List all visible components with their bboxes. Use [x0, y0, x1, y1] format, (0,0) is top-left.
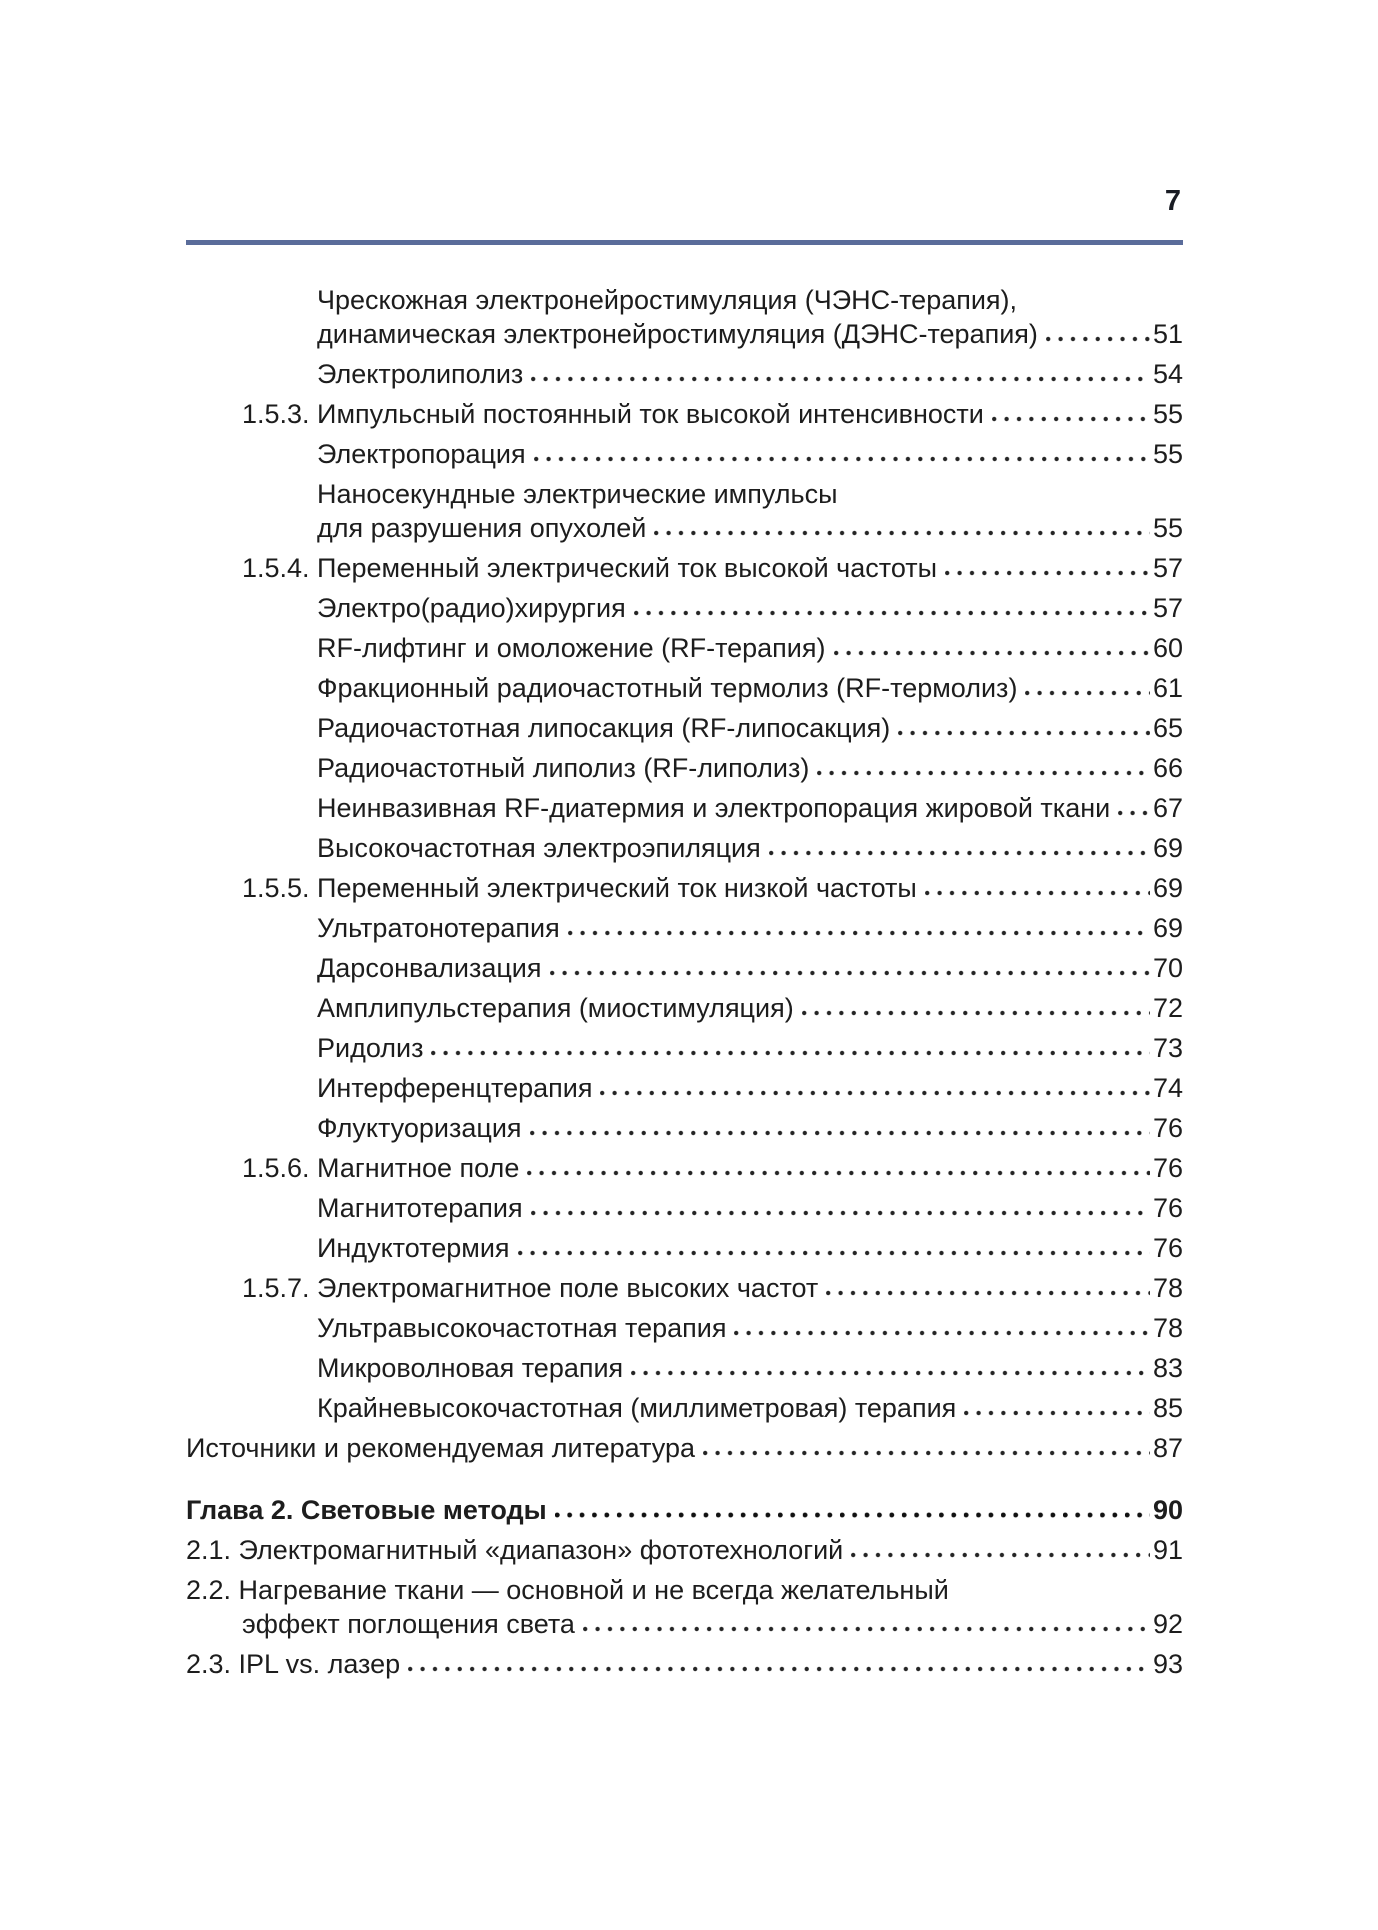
toc-entry: [317, 591, 1183, 625]
toc-entry-text: Фракционный радиочастотный термолиз (RF-термолиз): [317, 673, 1018, 703]
toc-entry-text: Глава 2. Световые методы: [186, 1495, 547, 1525]
dot-leader: [568, 929, 1150, 937]
toc-entry: [317, 1071, 1183, 1105]
toc-line: [186, 1431, 1183, 1465]
toc-line: [317, 791, 1183, 825]
toc-entry-text: Микроволновая терапия: [317, 1353, 624, 1383]
toc-entry-text: Источники и рекомендуемая литература: [186, 1433, 696, 1463]
toc-line: [317, 477, 1183, 511]
toc-entry: [186, 1573, 1183, 1641]
toc-line: [317, 1391, 1183, 1425]
toc-line: [317, 317, 1183, 351]
toc-page-number: 90: [1152, 1495, 1183, 1525]
toc-line: [317, 1071, 1183, 1105]
toc-entry: [317, 357, 1183, 391]
toc-line: [317, 751, 1183, 785]
toc-entry: [317, 751, 1183, 785]
page-number: 7: [1164, 185, 1181, 217]
toc-line: [317, 1191, 1183, 1225]
toc-line: [317, 437, 1183, 471]
toc-entry: [242, 551, 1183, 585]
toc-page-number: 93: [1152, 1649, 1183, 1679]
toc-page-number: 69: [1152, 833, 1183, 863]
dot-leader: [408, 1665, 1150, 1673]
toc-page-number: 55: [1152, 399, 1183, 429]
toc-page-number: 66: [1152, 753, 1183, 783]
toc-entry-text: для разрушения опухолей: [317, 513, 647, 543]
toc-entry: [317, 831, 1183, 865]
dot-leader: [600, 1089, 1149, 1097]
toc-line: [317, 831, 1183, 865]
toc-entry-text: Радиочастотная липосакция (RF-липосакция): [317, 713, 891, 743]
toc-page-number: 87: [1152, 1433, 1183, 1463]
toc-entry-text: Неинвазивная RF-диатермия и электропорация жировой ткани: [317, 793, 1111, 823]
toc-line: [317, 1111, 1183, 1145]
toc-line: [242, 871, 1183, 905]
toc-entry-text: Чрескожная электронейростимуляция (ЧЭНС-терапия),: [317, 285, 1018, 315]
dot-leader: [925, 889, 1150, 897]
toc-page-number: 76: [1152, 1113, 1183, 1143]
toc-line: [317, 991, 1183, 1025]
toc-entry-text: Наносекундные электрические импульсы: [317, 479, 838, 509]
dot-leader: [834, 649, 1150, 657]
toc-entry-text: Индуктотермия: [317, 1233, 510, 1263]
toc-entry: [317, 911, 1183, 945]
toc-page-number: 91: [1152, 1535, 1183, 1565]
toc-entry-text: Электролиполиз: [317, 359, 524, 389]
dot-leader: [851, 1551, 1150, 1559]
page-content: [186, 185, 1183, 1687]
toc-page-number: 78: [1152, 1273, 1183, 1303]
toc-entry-text: Дарсонвализация: [317, 953, 542, 983]
toc-page-number: 74: [1152, 1073, 1183, 1103]
toc-entry-text: 1.5.7. Электромагнитное поле высоких частот: [242, 1273, 819, 1303]
toc-entry: [317, 1031, 1183, 1065]
toc-entry-text: Электропорация: [317, 439, 526, 469]
toc-line: [317, 1231, 1183, 1265]
toc-entry-text: Интерференцтерапия: [317, 1073, 593, 1103]
toc-entry-text: Ультравысокочастотная терапия: [317, 1313, 727, 1343]
dot-leader: [1025, 689, 1150, 697]
toc-line: [317, 511, 1183, 545]
toc-line: [242, 1151, 1183, 1185]
toc-line: [317, 1311, 1183, 1345]
dot-leader: [518, 1249, 1150, 1257]
toc-line: [317, 283, 1183, 317]
dot-leader: [1046, 335, 1150, 343]
toc-page-number: 67: [1152, 793, 1183, 823]
toc-line: [317, 357, 1183, 391]
toc-line: [317, 631, 1183, 665]
toc-entry: [186, 1533, 1183, 1567]
toc-line: [317, 1351, 1183, 1385]
toc-entry: [317, 1111, 1183, 1145]
toc-page-number: 55: [1152, 513, 1183, 543]
toc-entry-text: 2.3. IPL vs. лазер: [186, 1649, 401, 1679]
toc-page-number: 73: [1152, 1033, 1183, 1063]
toc-entry-text: RF-лифтинг и омоложение (RF-терапия): [317, 633, 826, 663]
toc-page-number: 57: [1152, 553, 1183, 583]
toc-line: [317, 911, 1183, 945]
toc-page-number: 54: [1152, 359, 1183, 389]
toc-page-number: 61: [1152, 673, 1183, 703]
toc-page-number: 55: [1152, 439, 1183, 469]
toc-page-number: 78: [1152, 1313, 1183, 1343]
toc-entry-text: 2.2. Нагревание ткани — основной и не всегда желательный: [186, 1575, 949, 1605]
toc-line: [242, 397, 1183, 431]
toc-entry-text: 1.5.3. Импульсный постоянный ток высокой интенсивности: [242, 399, 984, 429]
toc-entry-text: Ультратонотерапия: [317, 913, 560, 943]
dot-leader: [817, 769, 1150, 777]
toc-line: [317, 671, 1183, 705]
toc-entry-text: 1.5.4. Переменный электрический ток высокой частоты: [242, 553, 938, 583]
toc-page-number: 60: [1152, 633, 1183, 663]
toc-line: [242, 1607, 1183, 1641]
toc-entry: [242, 871, 1183, 905]
dot-leader: [531, 375, 1150, 383]
toc-entry-text: Ридолиз: [317, 1033, 424, 1063]
toc-page-number: 83: [1152, 1353, 1183, 1383]
toc-entry-text: Радиочастотный липолиз (RF-липолиз): [317, 753, 810, 783]
toc-line: [317, 591, 1183, 625]
toc-entry-text: Электро(радио)хирургия: [317, 593, 626, 623]
toc-page-number: 65: [1152, 713, 1183, 743]
dot-leader: [654, 529, 1150, 537]
toc-entry: [317, 1391, 1183, 1425]
toc-line: [242, 551, 1183, 585]
dot-leader: [826, 1289, 1150, 1297]
toc-entry-text: 1.5.5. Переменный электрический ток низкой частоты: [242, 873, 917, 903]
toc-line: [186, 1533, 1183, 1567]
toc-entry: [317, 991, 1183, 1025]
toc-line: [186, 1647, 1183, 1681]
toc-entry-text: динамическая электронейростимуляция (ДЭНС-терапия): [317, 319, 1038, 349]
toc-line: [186, 1573, 1183, 1607]
dot-leader: [583, 1625, 1150, 1633]
toc-entry: [317, 1351, 1183, 1385]
toc-line: [317, 711, 1183, 745]
dot-leader: [531, 1209, 1150, 1217]
dot-leader: [802, 1009, 1150, 1017]
toc-entry: [186, 1647, 1183, 1681]
toc-entry: [317, 437, 1183, 471]
toc-entry: [317, 1191, 1183, 1225]
dot-leader: [992, 415, 1150, 423]
toc-entry-text: Высокочастотная электроэпиляция: [317, 833, 761, 863]
dot-leader: [534, 455, 1150, 463]
toc-page-number: 92: [1152, 1609, 1183, 1639]
toc-entry: [317, 1311, 1183, 1345]
header-rule: [186, 240, 1183, 245]
toc-page-number: 85: [1152, 1393, 1183, 1423]
toc-entry: [317, 1231, 1183, 1265]
toc-entry-text: Магнитотерапия: [317, 1193, 523, 1223]
toc-entry: [317, 283, 1183, 351]
toc-entry: [317, 671, 1183, 705]
toc-entry: [317, 791, 1183, 825]
toc-line: [186, 1493, 1183, 1527]
dot-leader: [555, 1511, 1150, 1519]
dot-leader: [769, 849, 1150, 857]
toc-page-number: 76: [1152, 1193, 1183, 1223]
toc-page-number: 70: [1152, 953, 1183, 983]
toc-page-number: 76: [1152, 1153, 1183, 1183]
toc-entry: [186, 1431, 1183, 1465]
toc-entry: [242, 1271, 1183, 1305]
table-of-contents: [186, 283, 1183, 1681]
dot-leader: [945, 569, 1150, 577]
toc-page-number: 69: [1152, 913, 1183, 943]
toc-entry-text: 1.5.6. Магнитное поле: [242, 1153, 520, 1183]
toc-entry: [242, 1151, 1183, 1185]
toc-page-number: 51: [1152, 319, 1183, 349]
toc-entry-text: Флуктуоризация: [317, 1113, 522, 1143]
toc-entry-text: Крайневысокочастотная (миллиметровая) терапия: [317, 1393, 957, 1423]
dot-leader: [898, 729, 1150, 737]
toc-line: [317, 1031, 1183, 1065]
toc-entry: [317, 951, 1183, 985]
dot-leader: [550, 969, 1150, 977]
dot-leader: [431, 1049, 1149, 1057]
toc-entry: [317, 631, 1183, 665]
toc-entry-text: 2.1. Электромагнитный «диапазон» фототехнологий: [186, 1535, 844, 1565]
toc-page-number: 69: [1152, 873, 1183, 903]
toc-page-number: 57: [1152, 593, 1183, 623]
dot-leader: [703, 1449, 1150, 1457]
dot-leader: [631, 1369, 1150, 1377]
toc-entry: [242, 397, 1183, 431]
dot-leader: [734, 1329, 1149, 1337]
toc-entry: [317, 711, 1183, 745]
dot-leader: [530, 1129, 1150, 1137]
dot-leader: [527, 1169, 1150, 1177]
dot-leader: [1118, 809, 1150, 817]
toc-line: [317, 951, 1183, 985]
toc-entry: [317, 477, 1183, 545]
dot-leader: [634, 609, 1150, 617]
toc-entry-text: Амплипульстерапия (миостимуляция): [317, 993, 794, 1023]
dot-leader: [964, 1409, 1150, 1417]
toc-entry-text: эффект поглощения света: [242, 1609, 575, 1639]
toc-line: [242, 1271, 1183, 1305]
toc-page-number: 76: [1152, 1233, 1183, 1263]
toc-entry: [186, 1493, 1183, 1527]
toc-page-number: 72: [1152, 993, 1183, 1023]
